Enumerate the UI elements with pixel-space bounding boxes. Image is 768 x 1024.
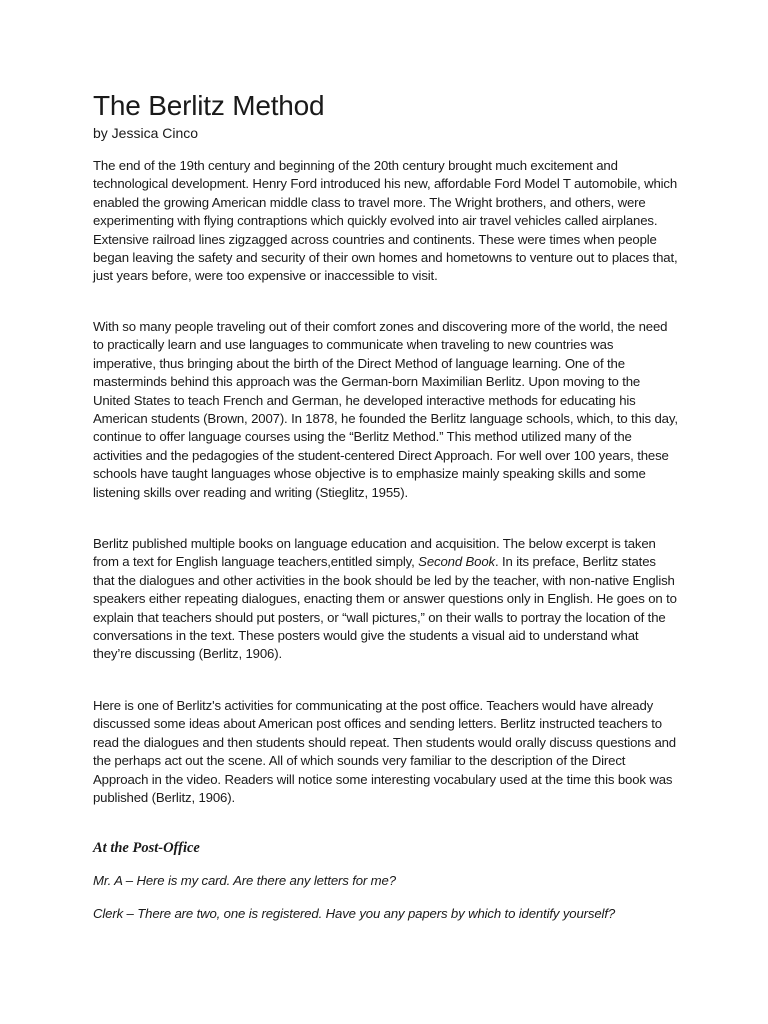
excerpt-heading: At the Post-Office <box>93 840 200 856</box>
dialogue-line: Mr. A – Here is my card. Are there any letters for me? <box>93 873 396 888</box>
book-title: Second Book <box>418 554 495 570</box>
paragraph-text-part: . In its preface, Berlitz states that the dialogues and other activities in the book should be led by the teacher, with non-native English speakers either repeating dialogues, enacting them or answer questions only in English. He goes on to explain that teachers should put posters, or “wall pictures,” on their walls to portray the location of the conversations in the text. These posters would give the students a visual aid to understand what they’re discussing (Berlitz, 1906). <box>93 554 677 662</box>
paragraph-intro: The end of the 19th century and beginning of the 20th century brought much excitement and technological development. Henry Ford introduced his new, affordable Ford Model T automobile, which enabled the growing American middle class to travel more. The Wright brothers, and others, were experimenting with flying contraptions which quickly evolved into air travel vehicles called airplanes. Extensive railroad lines zigzagged across countries and continents. These were times when people began leaving the safety and security of their own homes and hometowns to venture out to places that, just years before, were too expensive or inaccessible to visit. <box>93 158 678 284</box>
page-title: The Berlitz Method <box>93 90 325 121</box>
paragraph-direct-method: With so many people traveling out of their comfort zones and discovering more of the world, the need to practically learn and use languages to communicate when traveling to new countries was imperative, thus bringing about the birth of the Direct Method of language learning. One of the masterminds behind this approach was the German-born Maximilian Berlitz. Upon moving to the United States to teach French and German, he developed interactive methods for educating his American students (Brown, 2007). In 1878, he founded the Berlitz language schools, which, to this day, continue to offer language courses using the “Berlitz Method.” This method utilized many of the activities and the pedagogies of the student-centered Direct Approach. For well over 100 years, these schools have taught languages whose objective is to emphasize mainly speaking skills and some listening skills over reading and writing (Stieglitz, 1955). <box>93 319 678 500</box>
paragraph-text-part: Berlitz published multiple books on language education and acquisition. The below excerpt is taken from a text for English language teachers,entitled simply, <box>93 536 656 570</box>
paragraph-berlitz-books <box>93 535 678 664</box>
author-byline: by Jessica Cinco <box>93 125 199 141</box>
dialogue-line: Clerk – There are two, one is registered. Have you any papers by which to identify yourself? <box>93 906 616 921</box>
paragraph-post-office-activity: Here is one of Berlitz's activities for communicating at the post office. Teachers would have already discussed some ideas about American post offices and sending letters. Berlitz instructed teachers to read the dialogues and then students should repeat. Then students would orally discuss questions and the perhaps act out the scene. All of which sounds very familiar to the description of the Direct Approach in the video. Readers will notice some interesting vocabulary used at the time this book was published (Berlitz, 1906). <box>93 698 676 806</box>
